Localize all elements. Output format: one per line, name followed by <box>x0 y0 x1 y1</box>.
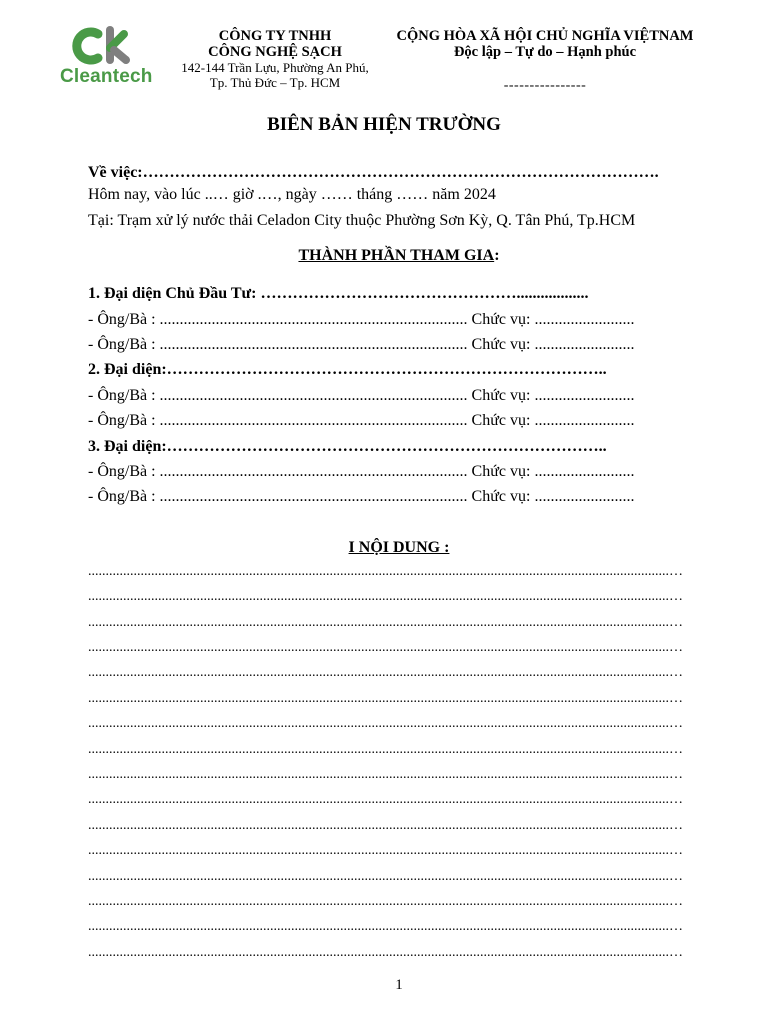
content-heading-text: I NỘI DUNG : <box>348 539 450 556</box>
content-line: ......................................................................................................................................................................… <box>88 691 683 706</box>
participants-heading-text: THÀNH PHẦN THAM GIA <box>298 247 495 264</box>
content-line: ......................................................................................................................................................................… <box>88 818 683 833</box>
document-title: BIÊN BẢN HIỆN TRƯỜNG <box>267 114 501 135</box>
company-name-line1: CÔNG TY TNHH <box>218 28 332 44</box>
content-line: ......................................................................................................................................................................… <box>88 919 683 934</box>
member-line: - Ông/Bà : ............................................................................. Chức vụ: ......................... <box>88 311 635 328</box>
group-1-label: 1. Đại diện Chủ Đầu Tư: ………………………………………….................. <box>88 285 589 302</box>
content-line: ......................................................................................................................................................................… <box>88 945 683 960</box>
page-number: 1 <box>395 977 403 993</box>
content-line: ......................................................................................................................................................................… <box>88 742 683 757</box>
content-line: ......................................................................................................................................................................… <box>88 564 683 579</box>
member-line: - Ông/Bà : ............................................................................. Chức vụ: ......................... <box>88 412 635 429</box>
content-line: ......................................................................................................................................................................… <box>88 869 683 884</box>
cleantech-logo-mark <box>58 26 138 66</box>
participants-heading-colon: : <box>494 247 500 264</box>
group-2-label: 2. Đại diện:……………………………………………………………………….. <box>88 361 607 378</box>
participants-heading <box>0 247 768 265</box>
group-3-label: 3. Đại diện:……………………………………………………………………….. <box>88 438 607 455</box>
subject-dots: ……………………………………………………………………………………. <box>142 164 659 181</box>
member-line: - Ông/Bà : ............................................................................. Chức vụ: ......................... <box>88 387 635 404</box>
company-header <box>172 28 378 90</box>
content-heading <box>0 539 768 557</box>
member-line: - Ông/Bà : ............................................................................. Chức vụ: ......................... <box>88 336 635 353</box>
content-line: ......................................................................................................................................................................… <box>88 716 683 731</box>
content-line: ......................................................................................................................................................................… <box>88 589 683 604</box>
content-line: ......................................................................................................................................................................… <box>88 615 683 630</box>
national-motto: Độc lập – Tự do – Hạnh phúc <box>453 44 637 60</box>
logo-wordmark: Cleantech <box>60 66 153 87</box>
content-line: ......................................................................................................................................................................… <box>88 792 683 807</box>
member-line: - Ông/Bà : ............................................................................. Chức vụ: ......................... <box>88 488 635 505</box>
content-line: ......................................................................................................................................................................… <box>88 640 683 655</box>
header-separator: ---------------- <box>503 78 587 93</box>
member-line: - Ông/Bà : ............................................................................. Chức vụ: ......................... <box>88 463 635 480</box>
company-address-line1: 142-144 Trần Lựu, Phường An Phú, <box>181 60 369 75</box>
subject-label: Về việc: <box>88 164 143 181</box>
company-name-line2: CÔNG NGHỆ SẠCH <box>208 44 342 60</box>
date-line: Hôm nay, vào lúc ..… giờ .…, ngày …… tháng …… năm 2024 <box>88 186 496 203</box>
content-line: ......................................................................................................................................................................… <box>88 665 683 680</box>
content-line: ......................................................................................................................................................................… <box>88 894 683 909</box>
company-logo <box>58 26 166 90</box>
national-header <box>380 28 710 94</box>
company-address-line2: Tp. Thủ Đức – Tp. HCM <box>209 75 341 90</box>
content-line: ......................................................................................................................................................................… <box>88 843 683 858</box>
content-line: ......................................................................................................................................................................… <box>88 767 683 782</box>
subject-line <box>88 163 659 183</box>
location-line: Tại: Trạm xử lý nước thải Celadon City thuộc Phường Sơn Kỳ, Q. Tân Phú, Tp.HCM <box>88 212 636 229</box>
national-title: CỘNG HÒA XÃ HỘI CHỦ NGHĨA VIỆTNAM <box>396 28 694 44</box>
